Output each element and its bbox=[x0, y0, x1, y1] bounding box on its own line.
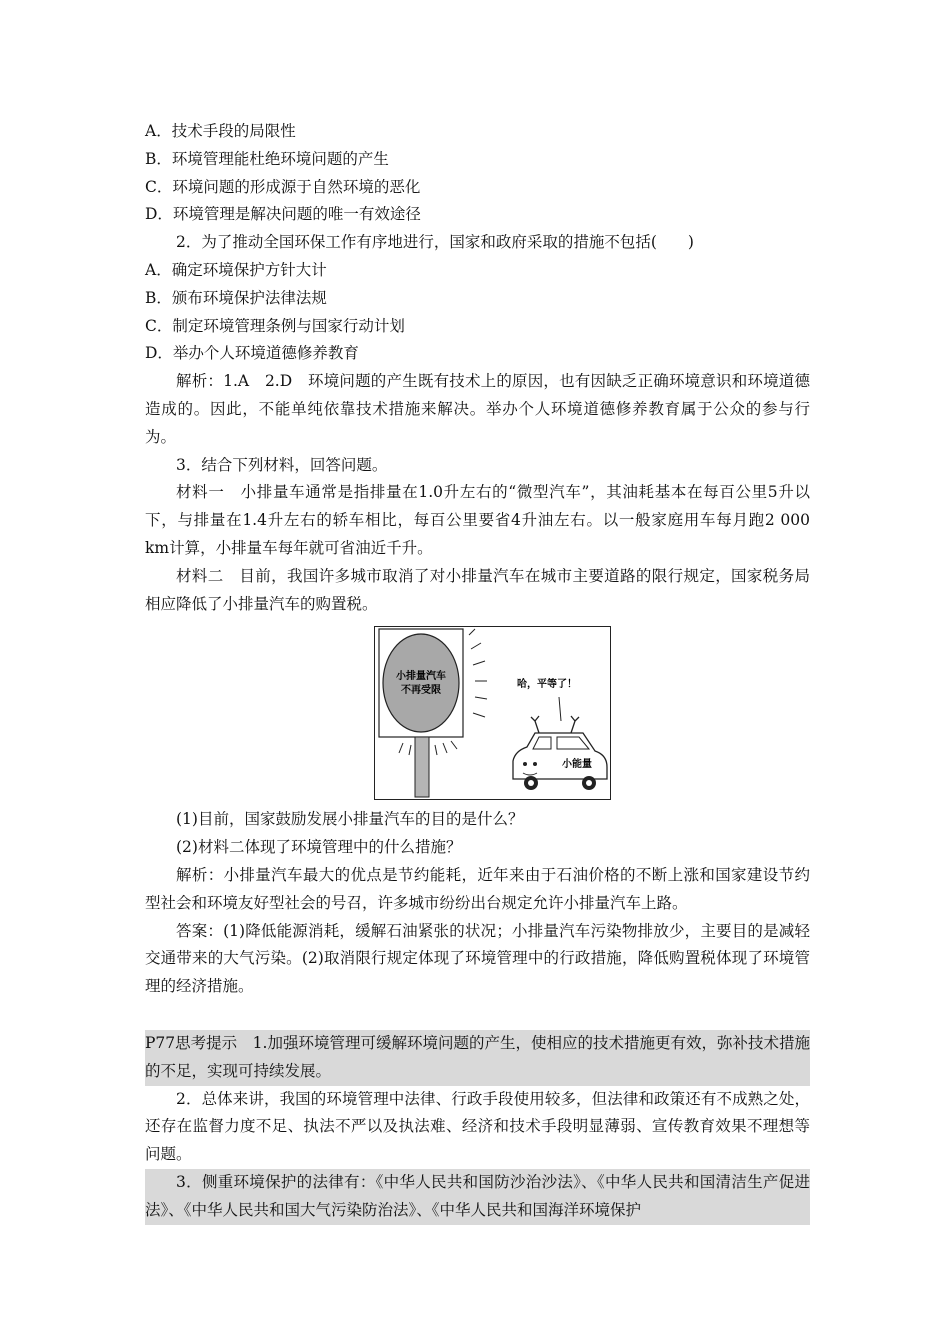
q2-option-a: A．确定环境保护方针大计 bbox=[145, 260, 327, 279]
q3-stem: 3．结合下列材料，回答问题。 bbox=[176, 455, 388, 474]
q3-sub-question-2: (2)材料二体现了环境管理中的什么措施？ bbox=[176, 838, 462, 857]
material-one: 材料一 小排量车通常是指排量在1.0升左右的“微型汽车”，其油耗基本在每百公里5升以下，与排量在1.4升左右的轿车相比，每百公里要省4升油左右。以一般家庭用车每月跑2 000 km计算，小排量车每年就可省油近千升。 bbox=[145, 483, 810, 557]
material-two: 材料二 目前，我国许多城市取消了对小排量汽车在城市主要道路的限行规定，国家税务局相应降低了小排量汽车的购置税。 bbox=[145, 566, 810, 613]
sign-text-line1: 小排量汽车 bbox=[396, 671, 446, 683]
q1-option-d: D．环境管理是解决问题的唯一有效途径 bbox=[145, 205, 421, 224]
q2-stem: 2．为了推动全国环保工作有序地进行，国家和政府采取的措施不包括( ) bbox=[176, 233, 694, 252]
car-label: 小能量 bbox=[562, 759, 592, 771]
sign-text-line2: 不再受限 bbox=[401, 685, 441, 697]
q3-sub-question-1: (1)目前，国家鼓励发展小排量汽车的目的是什么？ bbox=[176, 810, 524, 829]
document-page bbox=[145, 118, 810, 1225]
q2-option-b: B．颁布环境保护法律法规 bbox=[145, 288, 327, 307]
q1-option-c: C．环境问题的形成源于自然环境的恶化 bbox=[145, 177, 421, 196]
analysis-q1-q2: 解析：1.A 2.D 环境问题的产生既有技术上的原因，也有因缺乏正确环境意识和环境道德造成的。因此，不能单纯依靠技术措施来解决。举办个人环境道德修养教育属于公众的参与行为。 bbox=[145, 372, 810, 446]
analysis-q3: 解析：小排量汽车最大的优点是节约能耗，近年来由于石油价格的不断上涨和国家建设节约型社会和环境友好型社会的号召，许多城市纷纷出台规定允许小排量汽车上路。 bbox=[145, 865, 810, 912]
hint-3: 3．侧重环境保护的法律有：《中华人民共和国防沙治沙法》、《中华人民共和国清洁生产促进法》、《中华人民共和国大气污染防治法》、《中华人民共和国海洋环境保护 bbox=[145, 1169, 810, 1225]
answer-q3: 答案：(1)降低能源消耗，缓解石油紧张的状况；小排量汽车污染物排放少，主要目的是减轻交通带来的大气污染。(2)取消限行规定体现了环境管理中的行政措施，降低购置税体现了环境管理的经济措施。 bbox=[145, 921, 810, 996]
car-drawing bbox=[513, 716, 607, 790]
q2-option-d: D．举办个人环境道德修养教育 bbox=[145, 344, 359, 363]
hint-1: P77思考提示 1.加强环境管理可缓解环境问题的产生，使相应的技术措施更有效，弥补技术措施的不足，实现可持续发展。 bbox=[145, 1030, 810, 1086]
q1-option-a: A．技术手段的局限性 bbox=[145, 122, 296, 140]
speech-text: 哈，平等了！ bbox=[517, 679, 577, 691]
q2-option-c: C．制定环境管理条例与国家行动计划 bbox=[145, 316, 405, 335]
hint-2: 2．总体来讲，我国的环境管理中法律、行政手段使用较多，但法律和政策还有不成熟之处，还存在监督力度不足、执法不严以及执法难、经济和技术手段明显薄弱、宣传教育效果不理想等问题。 bbox=[145, 1089, 810, 1164]
q1-option-b: B．环境管理能杜绝环境问题的产生 bbox=[145, 149, 389, 168]
cartoon-figure bbox=[374, 626, 611, 800]
cartoon-illustration bbox=[375, 627, 610, 799]
